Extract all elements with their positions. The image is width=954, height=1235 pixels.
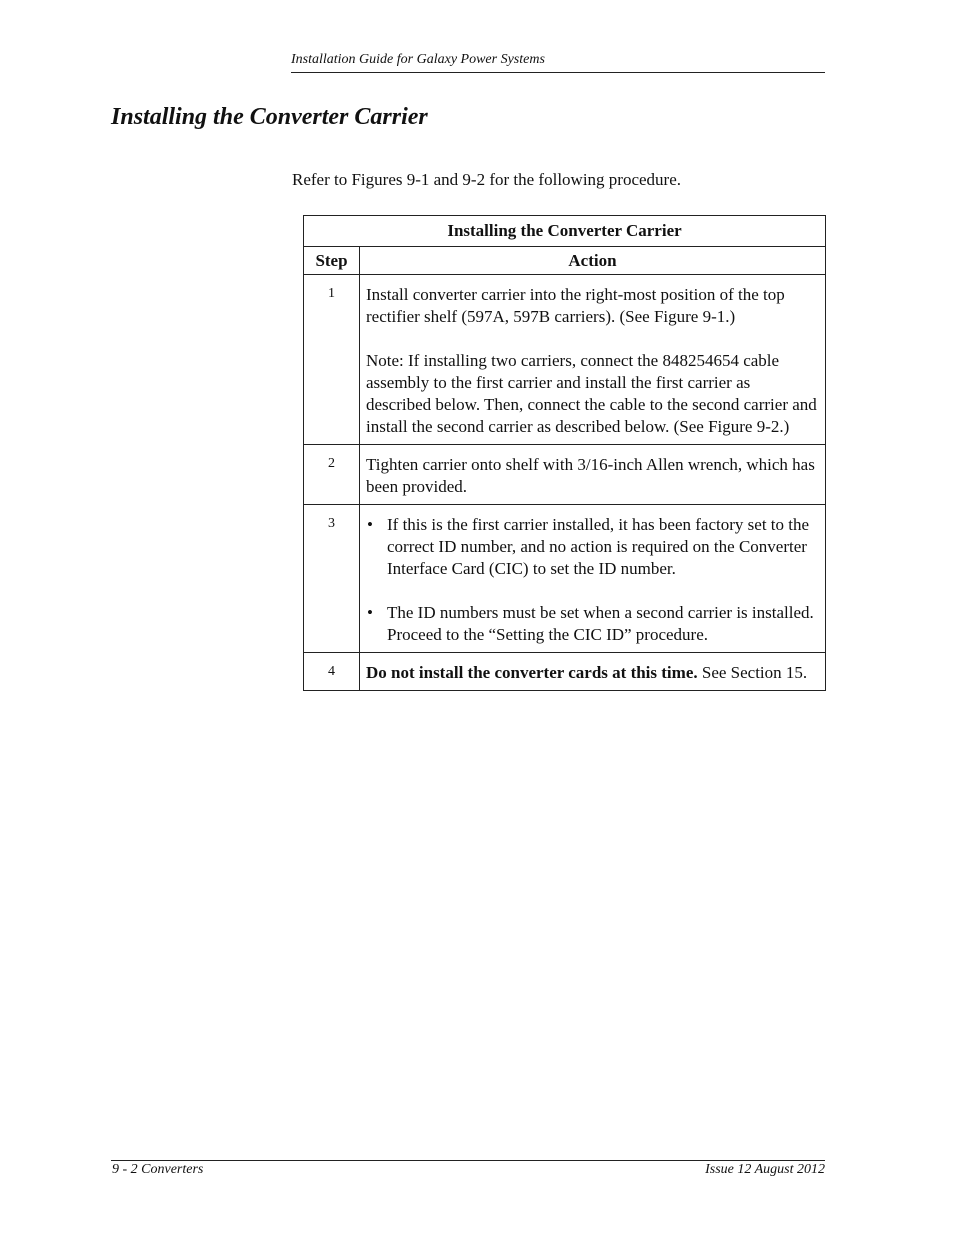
bullet-icon: • — [367, 603, 373, 622]
action-cell — [360, 505, 826, 653]
intro-text: Refer to Figures 9-1 and 9-2 for the following procedure. — [292, 170, 681, 189]
bullet-item — [366, 514, 817, 580]
table-header-row — [304, 247, 826, 275]
column-header-action: Action — [360, 247, 826, 275]
bullet-text: The ID numbers must be set when a second carrier is installed. Proceed to the “Setting the CIC ID” procedure. — [387, 603, 814, 644]
step-number: 1 — [304, 275, 360, 445]
table-row — [304, 505, 826, 653]
action-text: Tighten carrier onto shelf with 3/16-inch Allen wrench, which has been provided. — [366, 455, 815, 496]
step-number: 3 — [304, 505, 360, 653]
table-row — [304, 275, 826, 445]
action-cell — [360, 653, 826, 691]
header-divider — [291, 72, 825, 73]
action-cell — [360, 275, 826, 445]
bullet-icon: • — [367, 515, 373, 534]
footer-divider — [111, 1160, 825, 1161]
bullet-item — [366, 602, 817, 646]
column-header-step: Step — [304, 247, 360, 275]
table-row — [304, 445, 826, 505]
bullet-text: If this is the first carrier installed, it has been factory set to the correct ID number, and no action is required on the Converter Interface Card (CIC) to set the ID number. — [387, 515, 810, 578]
table-caption-row — [304, 216, 826, 247]
action-cell — [360, 445, 826, 505]
section-title: Installing the Converter Carrier — [111, 104, 428, 130]
step-number: 4 — [304, 653, 360, 691]
table-caption: Installing the Converter Carrier — [304, 216, 826, 247]
action-warning: Do not install the converter cards at this time. — [366, 663, 698, 682]
action-note: Note: If installing two carriers, connect the 848254654 cable assembly to the first carrier and install the first carrier as described below. Then, connect the cable to the second carrier and install the second carrier as described below. (See Figure 9-2.) — [366, 351, 817, 436]
table-row — [304, 653, 826, 691]
action-text: Install converter carrier into the right-most position of the top rectifier shelf (597A, 597B carriers). (See Figure 9-1.) — [366, 285, 785, 326]
footer-issue-label: Issue 12 August 2012 — [705, 1162, 825, 1177]
step-number: 2 — [304, 445, 360, 505]
footer-page-label: 9 - 2 Converters — [112, 1162, 204, 1177]
action-text: See Section 15. — [697, 663, 808, 682]
procedure-table — [303, 215, 826, 691]
running-header: Installation Guide for Galaxy Power Systems — [291, 52, 545, 67]
